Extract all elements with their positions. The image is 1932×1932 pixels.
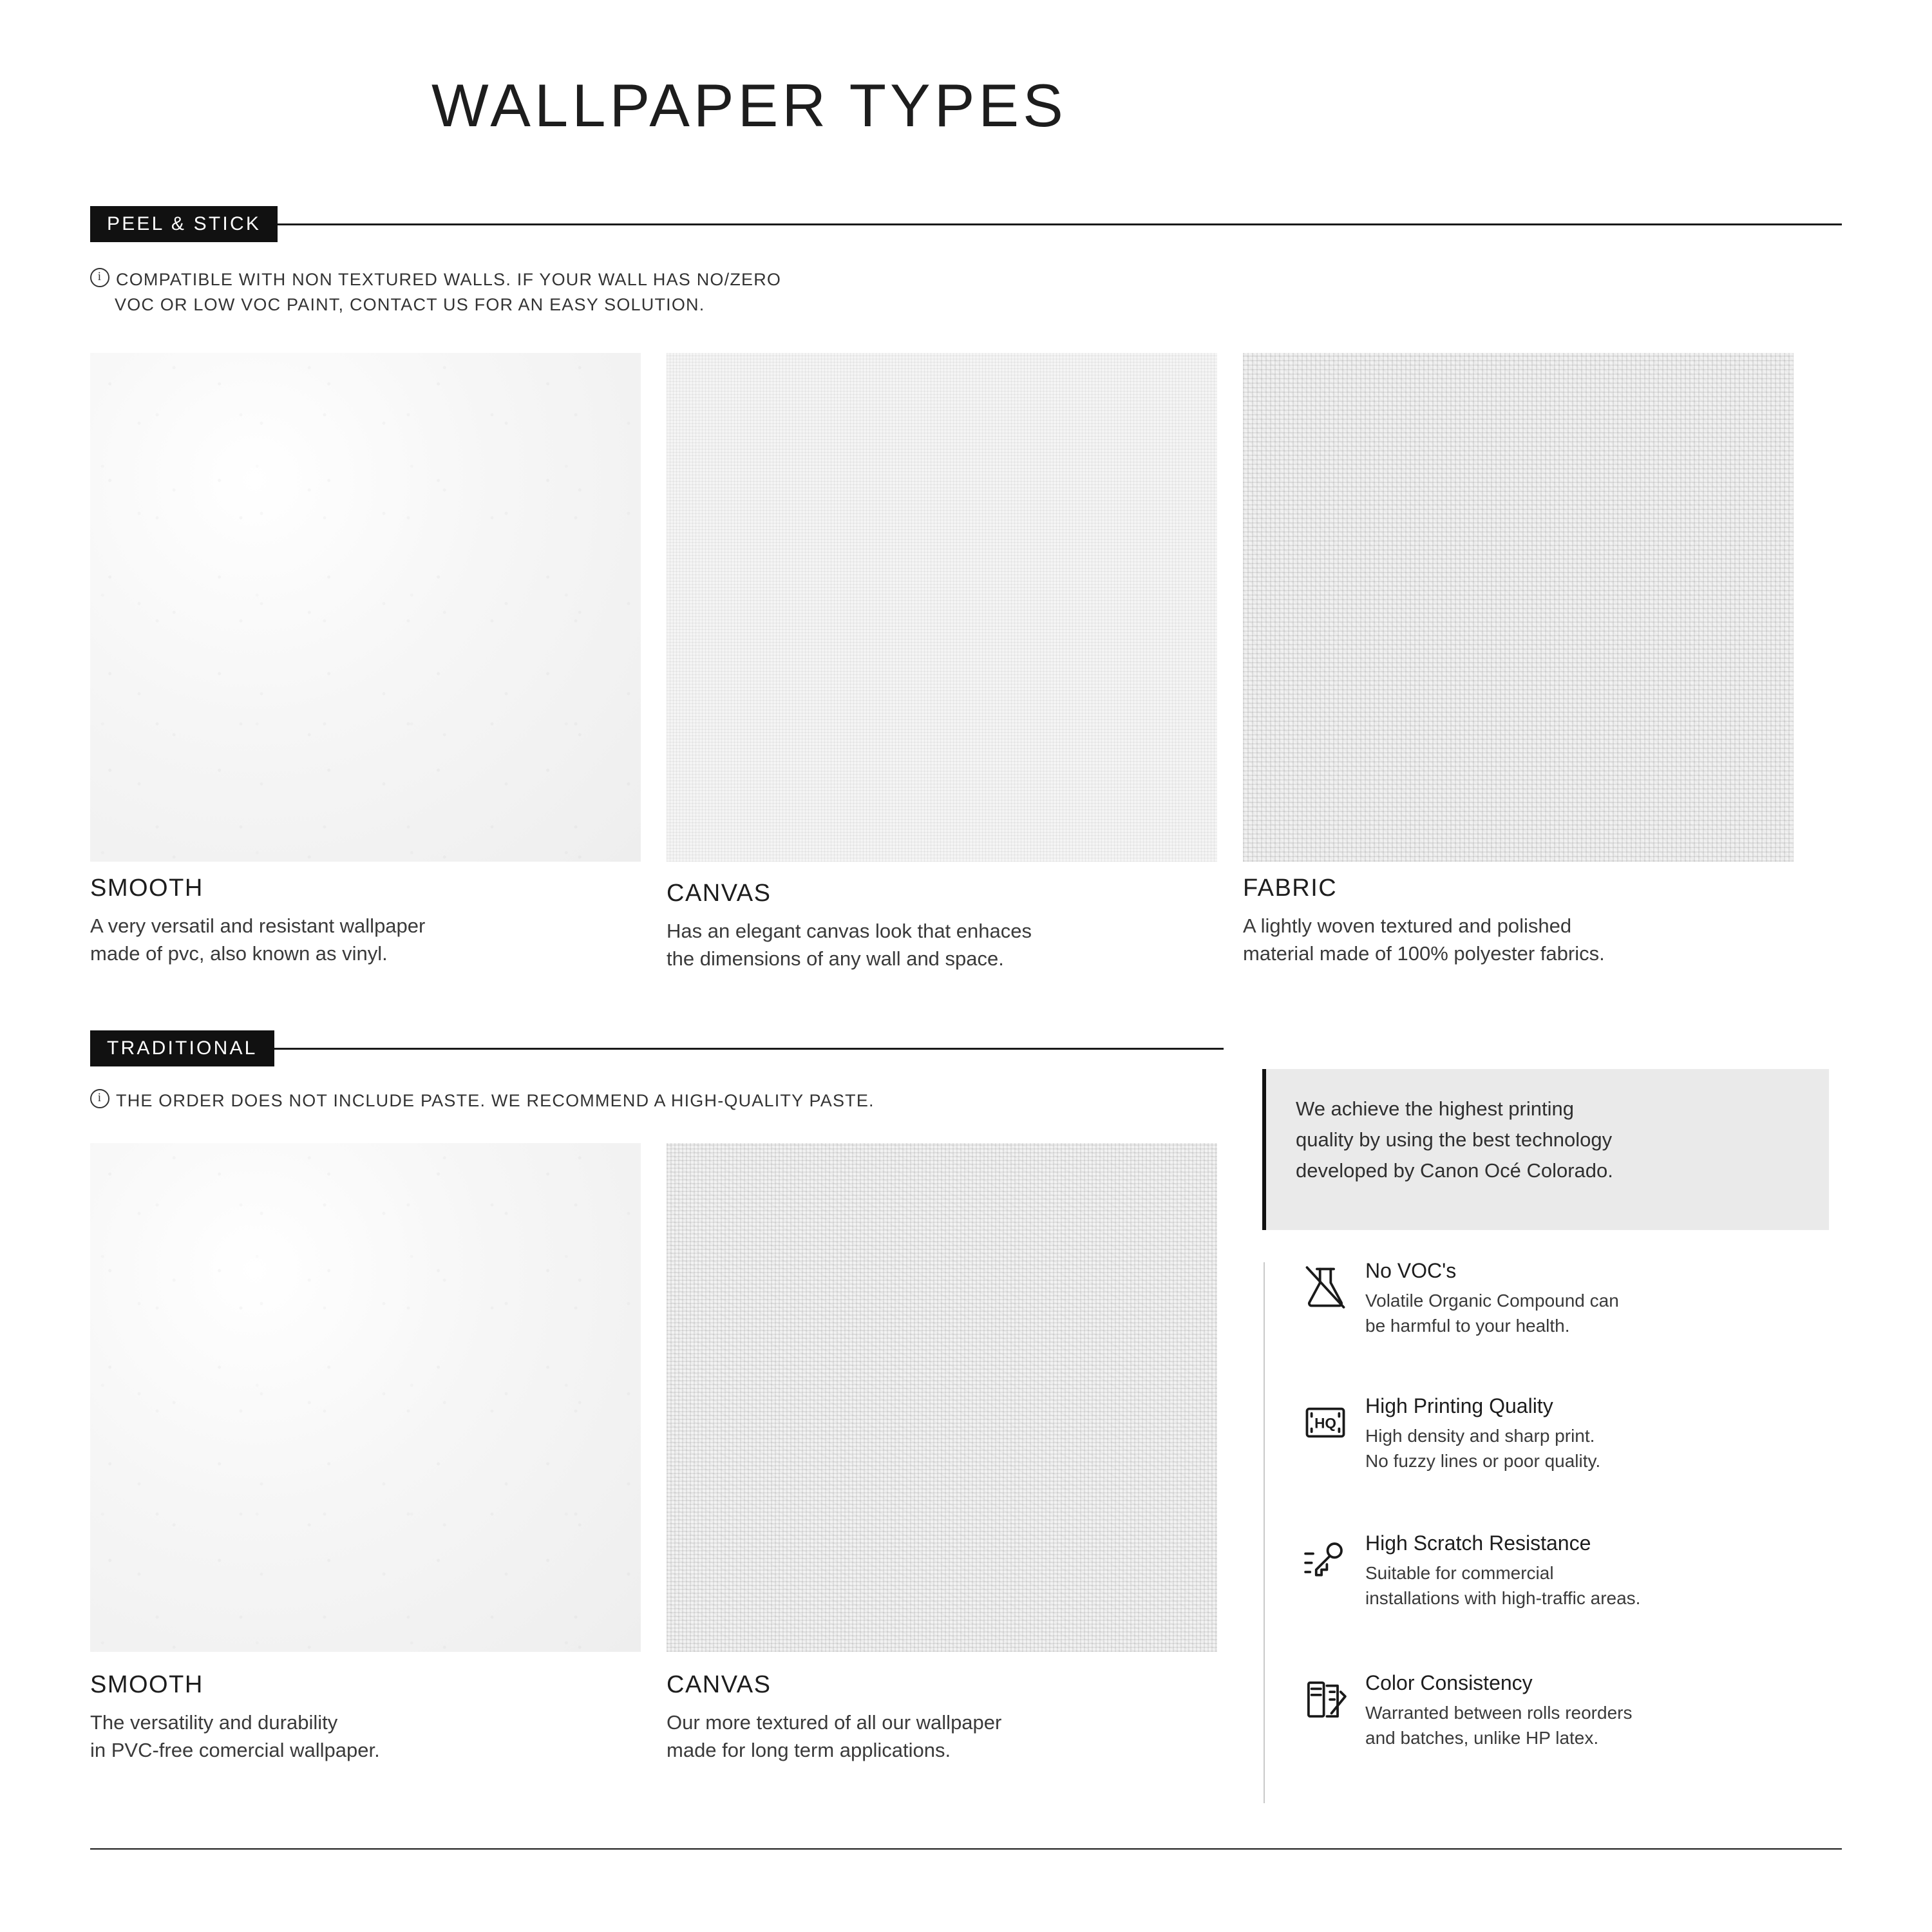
feature-title: No VOC's [1365, 1259, 1457, 1282]
caption-desc-line-1: A very versatil and resistant wallpaper [90, 914, 426, 937]
svg-text:HQ: HQ [1314, 1415, 1336, 1432]
feature-no-vocs [1294, 1259, 1835, 1338]
caption-peel-smooth [90, 875, 638, 968]
feature-text [1356, 1671, 1632, 1750]
caption-desc-line-2: material made of 100% polyester fabrics. [1243, 942, 1605, 965]
note-line-1: COMPATIBLE WITH NON TEXTURED WALLS. IF YOUR WALL HAS NO/ZERO [116, 270, 782, 289]
feature-title: Color Consistency [1365, 1671, 1533, 1694]
caption-desc-line-2: in PVC-free comercial wallpaper. [90, 1738, 380, 1761]
flask-no-voc-icon [1294, 1259, 1356, 1312]
info-icon [90, 1089, 109, 1108]
feature-text [1356, 1259, 1619, 1338]
feature-desc-line-1: Warranted between rolls reorders [1365, 1703, 1633, 1723]
caption-desc-line-1: Has an elegant canvas look that enhaces [667, 920, 1032, 942]
scratch-resistance-icon [1294, 1531, 1356, 1584]
quote-line-2: quality by using the best technology [1296, 1128, 1613, 1151]
section-header-peel-and-stick [90, 206, 1842, 242]
feature-desc-line-2: and batches, unlike HP latex. [1365, 1728, 1599, 1748]
feature-text [1356, 1531, 1640, 1611]
caption-desc-line-2: the dimensions of any wall and space. [667, 947, 1004, 970]
section-chip-traditional: TRADITIONAL [90, 1030, 274, 1066]
caption-desc-line-2: made of pvc, also known as vinyl. [90, 942, 388, 965]
caption-desc-line-2: made for long term applications. [667, 1738, 951, 1761]
hq-badge-icon [1294, 1394, 1356, 1447]
caption-title: FABRIC [1243, 875, 1338, 902]
swatch-peel-fabric [1243, 353, 1794, 862]
section-rule [278, 223, 1842, 225]
feature-color-consistency [1294, 1671, 1835, 1750]
caption-desc-line-1: The versatility and durability [90, 1711, 338, 1734]
quality-quote-box [1262, 1069, 1829, 1230]
feature-title: High Printing Quality [1365, 1394, 1553, 1417]
section-rule [274, 1048, 1224, 1050]
info-icon [90, 268, 109, 287]
note-line-1: THE ORDER DOES NOT INCLUDE PASTE. WE RECOMMEND A HIGH-QUALITY PASTE. [116, 1091, 875, 1110]
feature-desc-line-2: be harmful to your health. [1365, 1316, 1570, 1336]
caption-traditional-canvas [667, 1671, 1227, 1765]
sidebar-divider [1264, 1262, 1265, 1803]
feature-desc-line-1: Suitable for commercial [1365, 1563, 1554, 1583]
feature-text [1356, 1394, 1600, 1473]
feature-desc-line-2: installations with high-traffic areas. [1365, 1588, 1641, 1609]
caption-desc-line-1: Our more textured of all our wallpaper [667, 1711, 1002, 1734]
note-peel-and-stick [90, 267, 1185, 317]
caption-title: SMOOTH [90, 875, 204, 902]
note-line-2: VOC OR LOW VOC PAINT, CONTACT US FOR AN EASY SOLUTION. [115, 295, 705, 315]
caption-peel-fabric [1243, 875, 1803, 968]
page-title: WALLPAPER TYPES [431, 71, 1067, 139]
feature-high-scratch-resistance [1294, 1531, 1835, 1611]
swatch-peel-canvas [667, 353, 1217, 862]
feature-desc-line-1: High density and sharp print. [1365, 1426, 1595, 1446]
caption-traditional-smooth [90, 1671, 638, 1765]
note-traditional [90, 1088, 1224, 1113]
caption-title: CANVAS [667, 880, 772, 907]
feature-desc-line-2: No fuzzy lines or poor quality. [1365, 1451, 1601, 1472]
caption-title: SMOOTH [90, 1671, 204, 1698]
feature-high-printing-quality [1294, 1394, 1835, 1473]
feature-desc-line-1: Volatile Organic Compound can [1365, 1291, 1619, 1311]
quote-line-1: We achieve the highest printing [1296, 1097, 1574, 1120]
quote-line-3: developed by Canon Océ Colorado. [1296, 1159, 1613, 1182]
swatch-traditional-smooth [90, 1143, 641, 1652]
swatch-traditional-canvas [667, 1143, 1217, 1652]
footer-rule [90, 1848, 1842, 1850]
section-header-traditional [90, 1030, 1224, 1066]
color-swatch-icon [1294, 1671, 1356, 1724]
caption-title: CANVAS [667, 1671, 772, 1698]
caption-desc-line-1: A lightly woven textured and polished [1243, 914, 1572, 937]
section-chip-peel-and-stick: PEEL & STICK [90, 206, 278, 242]
swatch-peel-smooth [90, 353, 641, 862]
caption-peel-canvas [667, 880, 1214, 973]
feature-title: High Scratch Resistance [1365, 1531, 1591, 1555]
